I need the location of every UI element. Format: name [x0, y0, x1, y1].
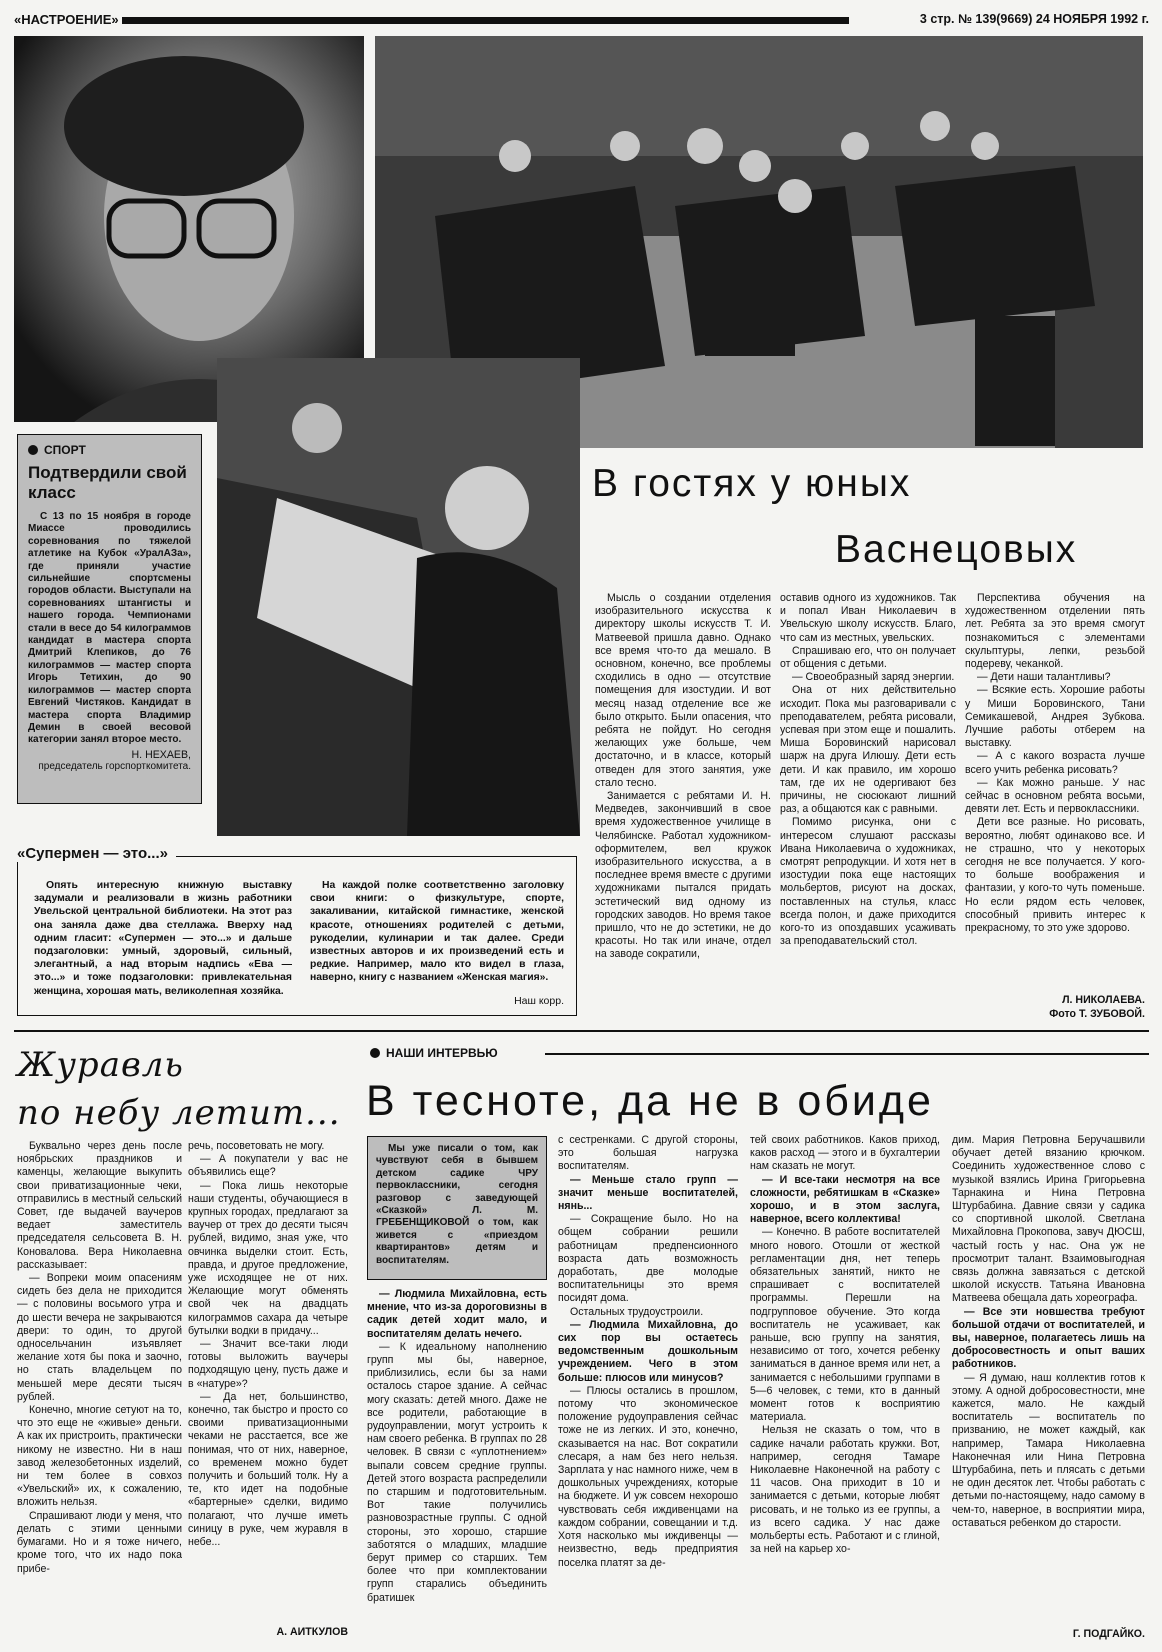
superman-author: Наш корр.	[514, 995, 564, 1007]
superman-title: «Супермен — это...»	[17, 845, 176, 862]
vasnetsov-title-line1: В гостях у юных	[592, 462, 912, 505]
boy-drawing-image	[217, 358, 580, 836]
sport-rubric-label: СПОРТ	[44, 443, 86, 457]
zhuravl-col2: речь, посоветовать не могу. — А покупатели у вас не объявились еще? — Пока лишь некоторые наши студенты, обучающиеся в крупных городах, предлагают за ваучер от трех до десяти тысяч рублей, видимо, зная уже, что овчинка выделки стоит. Есть, правда, и другое предложение, уже исходящее не от них. Желающие могут обменять свой чек на двадцать килограммов сахара да четыре бутылки водки в придачу... — Значит все-таки люди готовы выложить ваучеры подходящую цену, пусть даже и в «натуре»? — Да нет, большинство, конечно, так быстро и просто со своими приватизационными чеками не расстается, все же понимая, что от них, наверное, со временем можно будет получить и больший толк. Ну а те, кто идет на подобные «бартерные» сделки, видимо полагают, что лучше иметь синицу в руке, чем журавля в небе...	[188, 1140, 348, 1549]
interview-rubric-label: НАШИ ИНТЕРВЬЮ	[386, 1046, 498, 1060]
sport-author: Н. НЕХАЕВ,	[131, 748, 191, 761]
sport-box	[17, 434, 202, 804]
issue-info: 3 стр. № 139(9669) 24 НОЯБРЯ 1992 г.	[919, 12, 1149, 26]
vasnetsov-col2: оставив одного из художников. Так и попал Иван Николаевич в Увельскую школу искусств. Благо, что сам из местных, увельских. Спрашиваю его, что он получает от общения с детьми. — Своеобразный заряд энергии. Она от них действительно исходит. Пока мы разговаривали с преподавателем, ребята рисовали, успевая при этом еще и пошалить. Миша Боровинский нарисовал шарж на друга Илюшу. Дети есть дети. И как правило, им хорошо там, где их не одергивают без причины, не сюсюкают лишний раз, а общаются как с равными. Помимо рисунка, они с интересом слушают рассказы Ивана Николаевича о художниках, смотрят репродукции. И хотя нет в изостудии пока еще настоящих мольбертов, рисуют на досках, поставленных на стулья, класс всегда полон, и даже приходится кого-то из опоздавших усаживать за преподавательский стол.	[780, 592, 956, 948]
superman-box	[17, 856, 577, 1016]
section-divider	[14, 1030, 1149, 1032]
vasnetsov-col3: Перспектива обучения на художественном отделении пять лет. Ребята за это время смогут познакомиться с элементами скульптуры, лепки, резьбой подереву, чеканкой. — Дети наши талантливы? — Всякие есть. Хорошие работы у Миши Боровинского, Тани Семикашевой, Андрея Зубкова. Лучшие работы отберем на выставку. — А с какого возраста лучше всего учить ребенка рисовать? — Как можно раньше. У нас сейчас в основном ребята восьми, девяти лет. Есть и первоклассники. Дети все разные. Но рисовать, вероятно, любят одинаково все. И не страшно, что у некоторых сегодня не все получается. У кого-то больше воображения и фантазии, у кого-то чуть поменьше. Но если рядом есть человек, способный привить интерес к прекрасному, то это уже здорово.	[965, 592, 1145, 935]
superman-left-text: Опять интересную книжную выставку задумали и реализовали в жизнь работники Увельской центральной библиотеки. На этот раз она заняла даже два стеллажа. Вверху над одним гласит: «Супермен — это...» и дальше подзаголовки: умный, здоровый, сильный, элегантный, а над вторым надпись «Ева — это...» и тоже подзаголовки: привлекательная женщина, хорошая мать, великолепная хозяйка.	[34, 880, 292, 997]
zhuravl-col1: Буквально через день после ноябрьских праздников и каменцы, желающие выкупить свои приватизационные чеки, отправились в местный сельский Совет, где выдачей ваучеров ведает заместитель председателя сельсовета В. Н. Коновалова. Вера Николаевна рассказывает: — Вопреки моим опасениям сидеть без дела не приходится — с половины восьмого утра и до шести вечера не закрываются двери: то один, то другой односельчанин изъявляет желание хотя бы пока и заочно, но стать владельцем по меньшей мере десяти тысяч рублей. Конечно, многие сетуют на то, что это еще не «живые» деньги. А как их пристроить, практически никому не известно. Ни в наш завод железобетонных изделий, ни тем более в совхоз «Увельский» их, к сожалению, вложить нельзя. Спрашивают люди у меня, что делать с этими ценными бумагами. Но и я тоже ничего, кроме того, что их надо пока прибе-	[17, 1140, 182, 1575]
sport-author-role: председатель горспорткомитета.	[38, 760, 191, 772]
interview-col3: тей своих работников. Каков приход, каков расход — этого и в бухгалтерии нам сказать не могут. — И все-таки несмотря на все сложности, ребятишкам в «Сказке» хорошо, и в этом заслуга, наверное, всего коллектива! — Конечно. В работе воспитателей много нового. Отошли от жесткой регламентации дня, нет теперь обязательных занятий, никто не спрашивает с воспитателей программы. Перешли на подгрупповое обучение. Это когда воспитатель не усаживает, как раньше, всю группу на занятия, независимо от того, хочется ребенку заниматься в данное время или нет, а занимается с небольшими группами в 5—6 человек, с теми, кто в данный момент готов к восприятию материала. Нельзя не сказать о том, что в садике начали работать кружки. Вот, например, сегодня Тамаре Николаевне Наконечной на работу с 11 часов. Она приходит в 10 и занимается с детьми, которые любят рисовать, и не только из ее группы, а из всего садика. У нас даже мольберты есть. Работают и с глиной, за ней на карьер хо-	[750, 1134, 940, 1556]
zhuravl-title-line2: по небу летит...	[17, 1093, 341, 1133]
interview-title: В тесноте, да не в обиде	[366, 1077, 934, 1125]
interview-rule	[545, 1053, 1149, 1055]
superman-right-text: На каждой полке соответственно заголовку свои книги: о физкультуре, спорте, закаливании, китайской гимнастике, женской красоте, отношениях родителей с детьми, рукоделии, кулинарии и так далее. Среди известных авторов и их произведений есть и редкие. Например, мало кто видел в глаза, наверно, книгу с названием «Женская магия».	[310, 880, 564, 984]
masthead	[14, 10, 1149, 32]
vasnetsov-author: Л. НИКОЛАЕВА.	[1062, 994, 1145, 1006]
interview-rubric	[370, 1046, 498, 1060]
interview-col2: с сестренками. С другой стороны, это большая нагрузка воспитателям. — Меньше стало групп — значит меньше воспитателей, нянь... — Сокращение было. Но на общем собрании решили работницам предпенсионного возраста дать возможность доработать, две молодые воспитательницы это время посидят дома. Остальных трудоустроили. — Людмила Михайловна, до сих пор вы остаетесь ведомственным дошкольным учреждением. Чего в этом больше: плюсов или минусов? — Плюсы остались в прошлом, потому что экономическое положение рудоуправления сейчас тоже не из легких. И это, конечно, сказывается на нас. Вот сократили слесаря, а нам без него нельзя. Зарплата у нас намного ниже, чем в дошкольных учреждениях, которые на бюджете. И уж совсем нехорошо чувствовать себя иждивенцами на каждом собрании, совещании и т.д. Хотя насколько мы иждивенцы — неизвестно, ведь предприятия поселка платят за де-	[558, 1134, 738, 1569]
interview-col4: дим. Мария Петровна Беручашвили обучает детей вязанию крючком. Соединить художественное слово с музыкой взялись Ирина Григорьевна Тарнакина и Нина Петровна Штурбабина. Давние связи у садика со спортивной школой. Светлана Михайловна Прокопова, завуч ДЮСШ, частый гость у нас. Она уж не просмотрит талант. Взаимовыгодная связь должна завязаться с детской школой искусств. Татьяна Ивановна Матвеева обещала дать хореографа. — Все эти новшества требуют большой отдачи от воспитателей, и вы, наверное, полагаетесь лишь на добросовестность и опыт ваших работников. — Я думаю, наш коллектив готов к этому. А одной добросовестности, мне кажется, мало. Не каждый воспитатель — воспитатель по призванию, не может каждый, как например, Тамара Николаевна Наконечная или Нина Петровна Штурбабина, петь и плясать с детьми не один десяток лет. Чтобы работать с детьми по-настоящему, надо самому в чем-то, наверное, в восприятии мира, оставаться ребенком до старости.	[952, 1134, 1145, 1529]
bullet-icon	[28, 445, 38, 455]
vasnetsov-title-line2: Васнецовых	[835, 528, 1078, 571]
interview-author: Г. ПОДГАЙКО.	[1072, 1628, 1145, 1640]
vasnetsov-photo-credit: Фото Т. ЗУБОВОЙ.	[1049, 1008, 1145, 1020]
newspaper-name: «НАСТРОЕНИЕ»	[14, 12, 119, 27]
boy-drawing-photo	[217, 358, 580, 836]
interview-col1: — Людмила Михайловна, есть мнение, что из-за дороговизны в садик детей ходит мало, и воспитателям делать нечего. — К идеальному наполнению групп мы бы, наверное, приблизились, если бы за нами осталось старое здание. А сейчас могу сказать: детей много. Даже не все родители, работающие в рудоуправлении, могут устроить к нам своего ребенка. В группах по 28 человек. В связи с «уплотнением» выпали совсем средние группы. Детей этого возраста распределили по старшим и подготовительным. Вот такие получились разновозрастные группы. С одной стороны, это хорошо, старшие заботятся о младших, младшие берут пример со старших. Тем более что при комплектовании групп старались объединить братишек	[367, 1288, 547, 1604]
sport-title: Подтвердили свой класс	[28, 463, 187, 502]
masthead-rule	[122, 17, 849, 24]
bullet-icon	[370, 1048, 380, 1058]
zhuravl-author: А. АИТКУЛОВ	[276, 1626, 348, 1638]
interview-lead: Мы уже писали о том, как чувствуют себя в бывшем детском садике ЧРУ первоклассники, сегодня разговор с заведующей «Сказкой» Л. М. ГРЕБЕНЩИКОВОЙ о том, как живется с «приездом квартирантов» детям и воспитателям.	[376, 1143, 538, 1266]
vasnetsov-col1: Мысль о создании отделения изобразительного искусства к директору школы искусств Т. И. Матвеевой пришла давно. Однако все время что-то да мешало. В основном, конечно, все проблемы сходились в одно — отсутствие помещения для изостудии. И вот месяц назад отделение все же было открыто. Были опасения, что ребята не пойдут. Но сегодня желающих уже больше, чем достаточно, и в классе, который отведен для этого занятия, уже стало тесно. Занимается с ребятами И. Н. Медведев, закончивший в свое время художественное училище в Челябинске. Работал художником-оформителем, вел кружок изобразительного искусства, а в последнее время вместе с другими художниками пытался придать эстетический вид одному из городских заводов. Но время такое пришло, что не до эстетики, не до красоты. Но так или иначе, отдел на заводе сократили,	[595, 592, 771, 961]
zhuravl-title-line1: Журавль	[17, 1045, 184, 1085]
sport-text: С 13 по 15 ноября в городе Миассе проводились соревнования по тяжелой атлетике на Кубок «УралАЗа», где приняли участие сильнейшие спортсмены городов области. Выступали на соревнованиях штангисты и нашего города. Чемпионами стали в весе до 54 килограммов кандидат в мастера спорта Дмитрий Клепиков, до 76 килограммов — мастер спорта Игорь Тетихин, до 90 килограммов — мастер спорта Евгений Чистяков. Кандидат в мастера спорта Владимир Демин в своей весовой категории занял второе место.	[28, 511, 191, 746]
sport-rubric	[28, 443, 191, 457]
interview-lead-box	[367, 1136, 547, 1280]
